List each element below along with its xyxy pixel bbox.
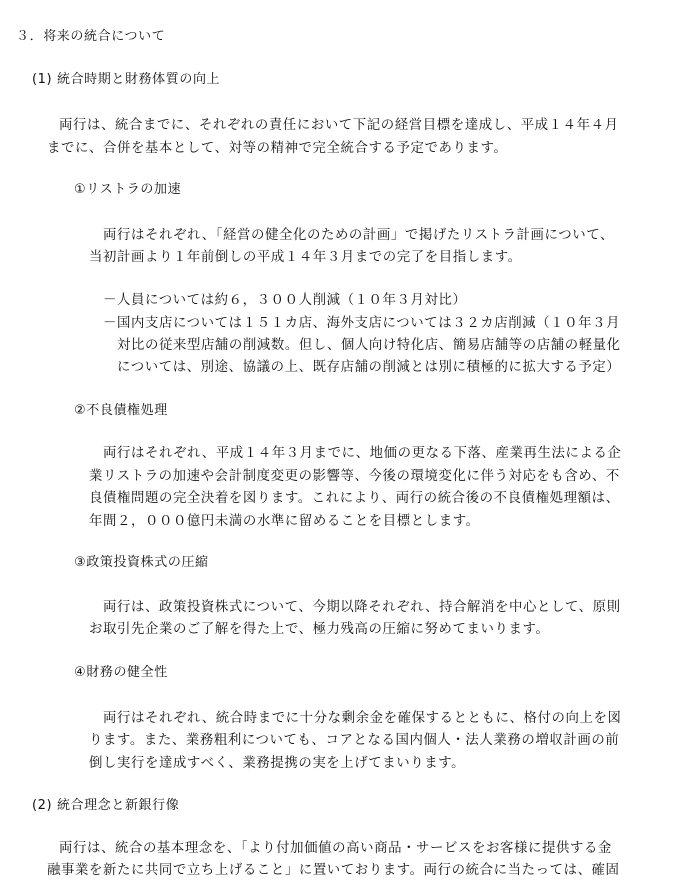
item-title-bad-debt: ②不良債権処理 bbox=[74, 403, 168, 418]
paragraph-line: 両行は、政策投資株式について、今期以降それぞれ、持合解消を中心として、原則 bbox=[103, 600, 621, 615]
subsection-title-1: (1) 統合時期と財務体質の向上 bbox=[32, 72, 221, 87]
paragraph-line: 当初計画より１年前倒しの平成１４年３月までの完了を目指します。 bbox=[89, 250, 522, 265]
item-title-financial-soundness: ④財務の健全性 bbox=[74, 665, 168, 680]
bullet-item: －国内支店については１５１カ店、海外支店については３２カ店削減（１０年３月 bbox=[103, 316, 621, 331]
item-title-restructuring: ①リストラの加速 bbox=[74, 182, 182, 197]
paragraph-line: 両行はそれぞれ、統合時までに十分な剰余金を確保するとともに、格付の向上を図 bbox=[103, 711, 622, 726]
paragraph-line: 倒し実行を達成すべく、業務提携の実を上げてまいります。 bbox=[89, 756, 466, 771]
bullet-continuation: 対比の従来型店舗の削減数。但し、個人向け特化店、簡易店舗等の店舗の軽量化 bbox=[117, 338, 621, 353]
paragraph-line: 両行は、統合の基本理念を、「より付加価値の高い商品・サービスをお客様に提供する金 bbox=[59, 841, 612, 856]
paragraph-line: ります。また、業務粗利についても、コアとなる国内個人・法人業務の増収計画の前 bbox=[89, 733, 620, 748]
paragraph-line: お取引先企業のご了解を得た上で、極力残高の圧縮に努めてまいります。 bbox=[89, 622, 550, 637]
paragraph-line: 両行はそれぞれ、「経営の健全化のための計画」で掲げたリストラ計画について、 bbox=[103, 228, 614, 243]
subsection-title-2: (2) 統合理念と新銀行像 bbox=[32, 798, 180, 813]
paragraph-line: 両行はそれぞれ、平成１４年３月までに、地価の更なる下落、産業再生法による企 bbox=[103, 446, 622, 461]
paragraph-line: 年間２，０００億円未満の水準に留めることを目標とします。 bbox=[89, 514, 480, 529]
bullet-continuation: については、別途、協議の上、既存店舗の削減とは別に積極的に拡大する予定） bbox=[117, 360, 621, 375]
bullet-item: －人員については約６，３００人削減（１０年３月対比） bbox=[103, 293, 467, 308]
paragraph-line: 良債権問題の完全決着を図ります。これにより、両行の統合後の不良債権処理額は、 bbox=[89, 491, 620, 506]
paragraph-line: 両行は、統合までに、それぞれの責任において下記の経営目標を達成し、平成１４年４月 bbox=[59, 118, 619, 133]
paragraph-line: までに、合併を基本として、対等の精神で完全統合する予定であります。 bbox=[47, 141, 508, 156]
item-title-policy-stocks: ③政策投資株式の圧縮 bbox=[74, 555, 209, 570]
paragraph-line: 業リストラの加速や会計制度変更の影響等、今後の環境変化に伴う対応をも含め、不 bbox=[89, 469, 620, 484]
section-heading: ３．将来の統合について bbox=[16, 29, 166, 44]
paragraph-line: 融事業を新たに共同で立ち上げること」に置いております。両行の統合に当たっては、確固 bbox=[47, 863, 620, 878]
